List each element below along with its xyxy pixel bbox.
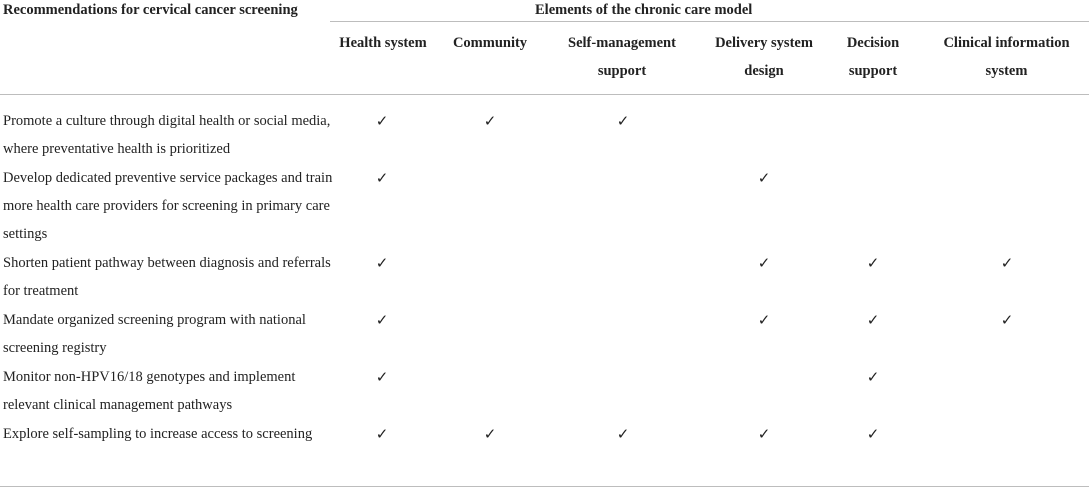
checkmark: ✓ xyxy=(375,425,389,443)
checkmark: ✓ xyxy=(375,254,389,272)
column-header-delivery-system: Delivery system design xyxy=(715,35,813,79)
column-header-community: Community xyxy=(452,35,528,51)
row-label: Develop dedicated preventive service packages and train more health care providers for screening in primary care settings xyxy=(3,170,333,242)
table-bottom-border xyxy=(0,486,1089,487)
row-label: Explore self-sampling to increase access to screening xyxy=(3,426,313,442)
checkmark: ✓ xyxy=(866,425,880,443)
checkmark: ✓ xyxy=(757,254,771,272)
checkmark: ✓ xyxy=(375,112,389,130)
row-label: Mandate organized screening program with national screening registry xyxy=(3,312,306,356)
row-label: Shorten patient pathway between diagnosis and referrals for treatment xyxy=(3,255,331,299)
subheader-divider xyxy=(0,94,1089,95)
column-header-self-management: Self-management support xyxy=(568,35,676,79)
checkmark: ✓ xyxy=(375,368,389,386)
checkmark: ✓ xyxy=(483,112,497,130)
row-label: Monitor non-HPV16/18 genotypes and implement relevant clinical management pathways xyxy=(3,369,296,413)
checkmark: ✓ xyxy=(757,311,771,329)
recommendations-header: Recommendations for cervical cancer screening xyxy=(3,2,298,18)
checkmark: ✓ xyxy=(866,254,880,272)
checkmark: ✓ xyxy=(616,425,630,443)
checkmark: ✓ xyxy=(1000,254,1014,272)
column-header-health-system: Health system xyxy=(339,35,427,51)
row-label: Promote a culture through digital health or social media, where preventative health is prioritized xyxy=(3,113,331,157)
checkmark: ✓ xyxy=(375,169,389,187)
checkmark: ✓ xyxy=(1000,311,1014,329)
checkmark: ✓ xyxy=(866,311,880,329)
elements-header: Elements of the chronic care model xyxy=(535,2,753,18)
checkmark: ✓ xyxy=(375,311,389,329)
checkmark: ✓ xyxy=(616,112,630,130)
column-header-decision-support: Decision support xyxy=(846,35,900,79)
checkmark: ✓ xyxy=(866,368,880,386)
header-divider xyxy=(330,21,1089,22)
checkmark: ✓ xyxy=(483,425,497,443)
column-header-clinical-information: Clinical information system xyxy=(943,35,1070,79)
checkmark: ✓ xyxy=(757,425,771,443)
checkmark: ✓ xyxy=(757,169,771,187)
